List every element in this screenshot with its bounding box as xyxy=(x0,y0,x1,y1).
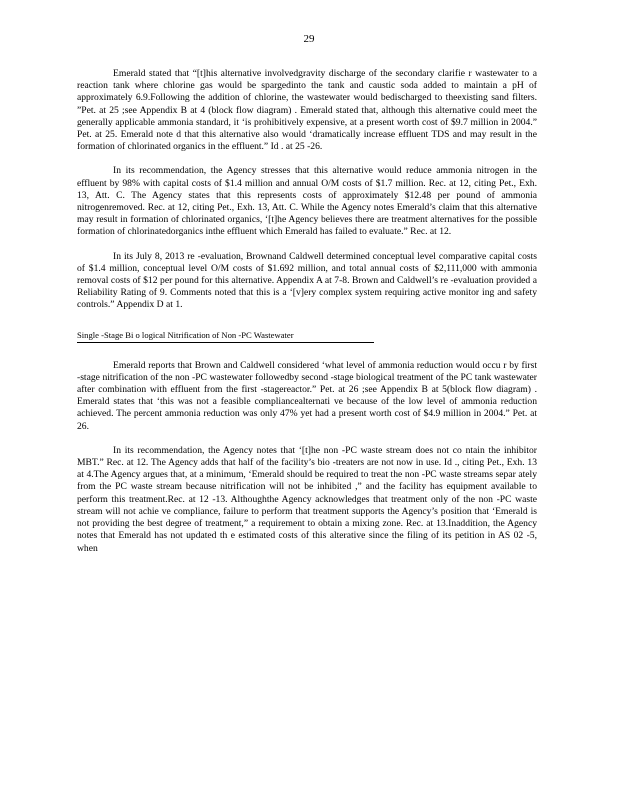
document-body xyxy=(77,68,537,567)
paragraph-re-evaluation: In its July 8, 2013 re -evaluation, Brownand Caldwell determined conceptual level comparative capital costs of $1.4 million, conceptual level O/M costs of $1.692 million, and total annual costs of $2,111,000 with ammonia removal costs of $12 per pound for this alternative. Appendix A at 7-8. Brown and Caldwell’s re -evaluation provided a Reliability Rating of 9. Comments noted that this is a ‘[v]ery complex system requiring active monitor ing and safety controls.” Appendix D at 1. xyxy=(77,250,537,311)
section-heading: Single -Stage Bi o logical Nitrification of Non -PC Wastewater xyxy=(77,330,374,343)
paragraph-agency-recommendation: In its recommendation, the Agency stresses that this alternative would reduce ammonia nitrogen in the effluent by 98% with capital costs of $1.4 million and annual O/M costs of $1.7 million. Rec. at 12, citing Pet., Exh. 13, Att. C. The Agency states that this represents costs of approximately $12.48 per pound of ammonia nitrogenremoved. Rec. at 12, citing Pet., Exh. 13, Att. C. While the Agency notes Emerald’s claim that this alternative may result in formation of chlorinated organics, ‘[t]he Agency believes there are treatment alternatives for the possible formation of chlorinatedorganics inthe effluent which Emerald has failed to evaluate.” Rec. at 12. xyxy=(77,165,537,238)
paragraph-single-stage-report: Emerald reports that Brown and Caldwell considered ‘what level of ammonia reduction would occu r by first -stage nitrification of the non -PC wastewater followedby second -stage biological treatment of the PC tank wastewater after combination with effluent from the first -stagereactor.” Pet. at 26 ;see Appendix B at 5(block flow diagram) . Emerald states that ‘this was not a feasible compliancealternati ve because of the low level of ammonia reduction achieved. The percent ammonia reduction was only 47% yet had a present worth cost of $4.9 million in 2004.” Pet. at 26. xyxy=(77,359,537,432)
page-number: 29 xyxy=(303,33,315,45)
paragraph-alternative-description: Emerald stated that “[t]his alternative involvedgravity discharge of the secondary clarifie r wastewater to a reaction tank where chlorine gas would be spargedinto the tank and caustic soda added to maintain a pH of approximately 6.9.Following the addition of chlorine, the wastewater would bedischarged to theexisting sand filters. ”Pet. at 25 ;see Appendix B at 4 (block flow diagram) . Emerald stated that, although this alternative could meet the generally applicable ammonia standard, it ‘is prohibitively expensive, at a present worth cost of $9.7 million in 2004.” Pet. at 25. Emerald note d that this alternative also would ‘dramatically increase effluent TDS and may result in the formation of chlorinated organics in the effluent.” Id . at 25 -26. xyxy=(77,68,537,153)
paragraph-agency-notes: In its recommendation, the Agency notes that ‘[t]he non -PC waste stream does not co ntain the inhibitor MBT.” Rec. at 12. The Agency adds that half of the facility’s bio -treaters are not now in use. Id ., citing Pet., Exh. 13 at 4.The Agency argues that, at a minimum, ‘Emerald should be required to treat the non -PC waste streams separ ately from the PC waste stream because nitrification will not be inhibited ,” and the facility has equipment available to perform this treatment.Rec. at 12 -13. Althoughthe Agency acknowledges that treatment only of the non -PC waste stream will not achie ve compliance, failure to perform that treatment supports the Agency’s position that ‘Emerald is not providing the best degree of treatment,” a requirement to obtain a mixing zone. Rec. at 13.Inaddition, the Agency notes that Emerald has not updated th e estimated costs of this alterative since the filing of its petition in AS 02 -5, when xyxy=(77,444,537,554)
